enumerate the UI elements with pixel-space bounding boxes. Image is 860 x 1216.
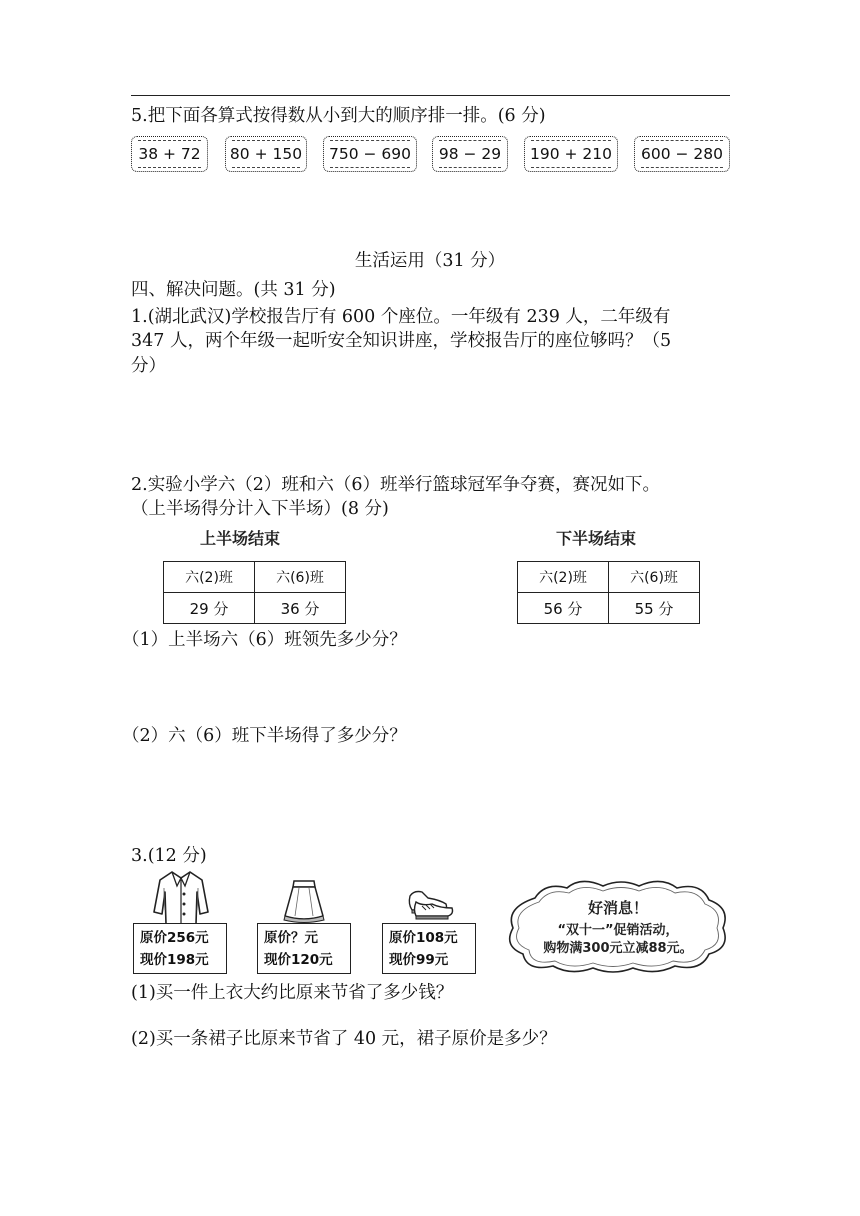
table-cell: 36 分 xyxy=(255,593,346,624)
original-price: 原价？元 xyxy=(264,930,318,946)
skirt-price-box xyxy=(257,923,351,974)
problem-3-sub-2: (2)买一条裙子比原来节省了 40 元，裙子原价是多少？ xyxy=(131,1029,557,1049)
problem-2-sub-1: （1）上半场六（6）班领先多少分？ xyxy=(122,630,407,650)
problem-2-line-2: （上半场得分计入下半场）(8 分) xyxy=(131,499,389,519)
second-half-title: 下半场结束 xyxy=(556,529,637,548)
table-header: 六(6)班 xyxy=(609,562,700,593)
expression-box: 38 + 72 xyxy=(131,136,208,172)
table-header: 六(6)班 xyxy=(255,562,346,593)
original-price: 原价256元 xyxy=(140,930,209,946)
expression-box: 98 − 29 xyxy=(432,136,508,172)
problem-1-line-3: 分） xyxy=(131,356,166,376)
expression-row xyxy=(131,136,731,174)
section-heading: 四、解决问题。(共 31 分) xyxy=(131,280,336,300)
q5-text: 5.把下面各算式按得数从小到大的顺序排一排。(6 分) xyxy=(131,106,546,126)
shoes-icon xyxy=(406,886,456,920)
current-price: 现价120元 xyxy=(264,952,333,968)
problem-2-sub-2: （2）六（6）班下半场得了多少分？ xyxy=(122,726,407,746)
table-header: 六(2)班 xyxy=(164,562,255,593)
problem-3-sub-1: (1)买一件上衣大约比原来节省了多少钱？ xyxy=(131,983,454,1003)
problem-3-header: 3.(12 分) xyxy=(131,846,207,866)
second-half-table xyxy=(517,561,700,624)
expression-box: 190 + 210 xyxy=(524,136,618,172)
table-cell: 29 分 xyxy=(164,593,255,624)
coat-icon xyxy=(150,868,212,926)
expression-box: 600 − 280 xyxy=(634,136,730,172)
coat-price-box xyxy=(133,923,227,974)
expression-box: 750 − 690 xyxy=(323,136,417,172)
problem-1-line-2: 347 人，两个年级一起听安全知识讲座，学校报告厅的座位够吗？（5 xyxy=(131,331,672,351)
notice-title: 好消息！ xyxy=(587,899,648,917)
problem-1-line-1: 1.(湖北武汉)学校报告厅有 600 个座位。一年级有 239 人，二年级有 xyxy=(131,307,671,327)
first-half-table xyxy=(163,561,346,624)
table-cell: 55 分 xyxy=(609,593,700,624)
notice-line-1: “双十一”促销活动， xyxy=(557,923,679,938)
top-rule xyxy=(131,95,730,96)
section-title: 生活运用（31 分） xyxy=(354,251,506,271)
expression-box: 80 + 150 xyxy=(225,136,307,172)
skirt-icon xyxy=(281,878,327,924)
first-half-title: 上半场结束 xyxy=(200,529,281,548)
current-price: 现价99元 xyxy=(389,952,449,968)
table-header: 六(2)班 xyxy=(518,562,609,593)
shoes-price-box xyxy=(382,923,476,974)
notice-line-2: 购物满300元立减88元。 xyxy=(543,941,693,956)
original-price: 原价108元 xyxy=(389,930,458,946)
problem-2-line-1: 2.实验小学六（2）班和六（6）班举行篮球冠军争夺赛，赛况如下。 xyxy=(131,475,660,495)
table-cell: 56 分 xyxy=(518,593,609,624)
current-price: 现价198元 xyxy=(140,952,209,968)
